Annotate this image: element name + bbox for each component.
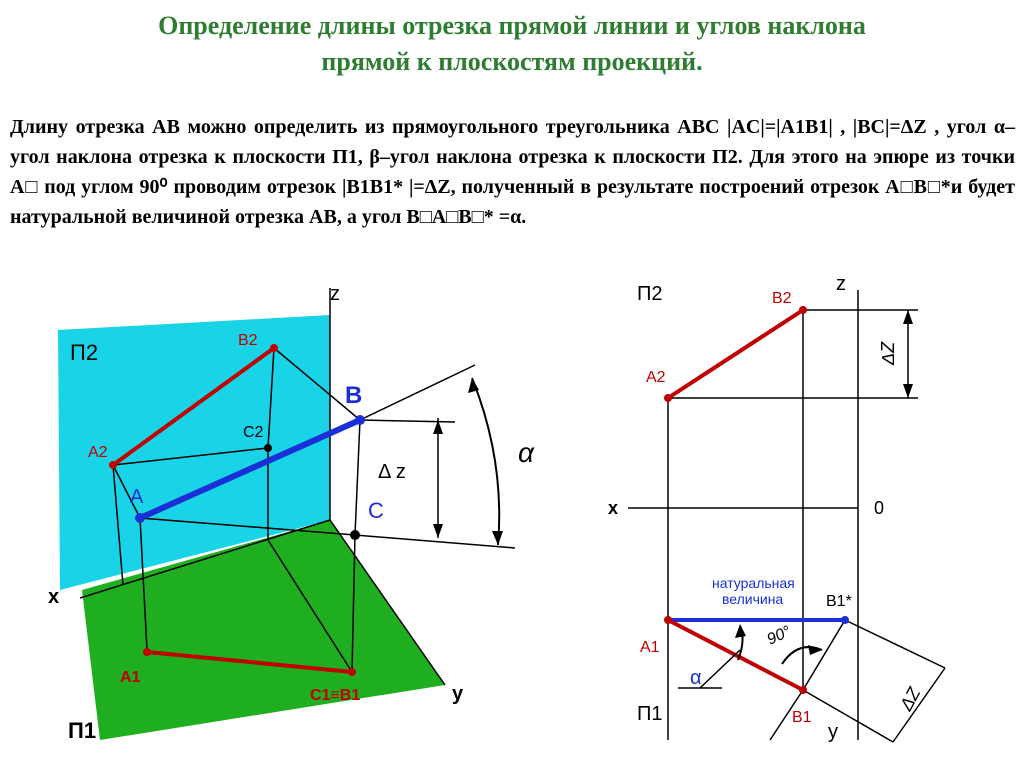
epure-label-axis-x: x bbox=[608, 498, 619, 518]
epure-label-b1: B1 bbox=[792, 709, 812, 726]
point-a1-dot bbox=[143, 648, 151, 656]
point-b-dot bbox=[355, 415, 365, 425]
point-a2-dot bbox=[109, 461, 117, 469]
epure-label-axis-y: y bbox=[828, 721, 838, 743]
epure-label-natural-1: натуральная bbox=[712, 575, 795, 591]
epure-label-a2: A2 bbox=[646, 369, 666, 386]
label-a2: A2 bbox=[88, 444, 108, 461]
delta-z-arrow-bottom bbox=[433, 524, 443, 538]
title-line-1: Определение длины отрезка прямой линии и углов наклона bbox=[158, 11, 866, 40]
label-alpha: α bbox=[518, 437, 534, 468]
title-line-2: прямой к плоскостям проекций. bbox=[321, 47, 703, 76]
epure-label-axis-z: z bbox=[836, 273, 846, 295]
explanation-paragraph: Длину отрезка AB можно определить из прямоугольного треугольника ABC |AC|=|A1B1| , |BC|=ΔZ , угол α–угол наклона отрезка к плоскости П1, β–угол наклона отрезка к плоскости П2. Для этого на эпюре из точки A□ под углом 90⁰ проводим отрезок |B1B1* |=ΔZ, полученный в результате построений отрезок A□B□*и будет натуральной величиной отрезка AB, а угол B□A□B□* =α. bbox=[10, 116, 1015, 228]
label-axis-z: z bbox=[330, 283, 340, 305]
label-b: B bbox=[345, 382, 363, 409]
epure-point-a1 bbox=[664, 616, 672, 624]
left-diagram bbox=[48, 283, 535, 743]
epure-label-origin: 0 bbox=[874, 498, 885, 518]
epure-label-alpha: α bbox=[690, 667, 702, 689]
epure-point-a2 bbox=[664, 394, 672, 402]
label-c: C bbox=[368, 498, 384, 523]
alpha-arc bbox=[472, 378, 499, 545]
point-c2-dot bbox=[264, 444, 272, 452]
epure-point-b1star bbox=[841, 616, 849, 624]
label-b2: B2 bbox=[238, 332, 258, 349]
epure-label-a1: A1 bbox=[640, 639, 660, 656]
label-axis-x: x bbox=[48, 586, 60, 608]
epure-segment-a2-b2 bbox=[668, 310, 803, 398]
label-c2: C2 bbox=[243, 424, 264, 441]
epure-label-90: 90° bbox=[764, 622, 794, 649]
epure-dz-top-arrow-up bbox=[903, 310, 913, 324]
epure-label-plane-v: П2 bbox=[637, 283, 663, 305]
epure-construction-lines bbox=[668, 310, 945, 742]
label-delta-z: Δ z bbox=[378, 461, 406, 483]
label-a1: A1 bbox=[120, 669, 141, 686]
epure-label-plane-h: П1 bbox=[637, 703, 663, 725]
epure-90-arrow bbox=[808, 645, 822, 655]
epure-alpha-arrow bbox=[735, 624, 746, 638]
epure-dz-top-arrow-down bbox=[903, 384, 913, 398]
epure-point-b1 bbox=[799, 686, 807, 694]
point-a-dot bbox=[135, 513, 145, 523]
label-axis-y: y bbox=[452, 683, 464, 705]
label-plane-v: П2 bbox=[70, 340, 99, 365]
alpha-arrow-bottom bbox=[492, 531, 503, 545]
right-diagram bbox=[608, 273, 945, 743]
epure-label-dz-top: ΔZ bbox=[878, 341, 898, 365]
epure-label-natural-2: величина bbox=[722, 591, 784, 607]
epure-label-b1star: B1* bbox=[826, 593, 852, 610]
epure-label-b2: B2 bbox=[772, 290, 792, 307]
epure-label-dz-bottom: ΔZ bbox=[895, 684, 925, 714]
label-a: A bbox=[130, 486, 144, 508]
point-b2-dot bbox=[270, 344, 278, 352]
epure-alpha-pointer bbox=[700, 650, 740, 688]
epure-point-b2 bbox=[799, 306, 807, 314]
label-plane-h: П1 bbox=[68, 718, 97, 743]
point-c-dot bbox=[350, 530, 360, 540]
point-b1-dot bbox=[348, 668, 356, 676]
label-c1-b1: C1≡B1 bbox=[310, 687, 361, 704]
